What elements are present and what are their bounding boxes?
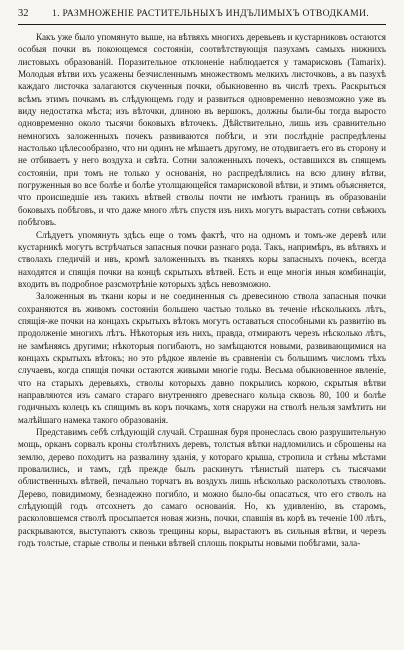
paragraph: Слѣдуетъ упомянуть здѣсь еще о томъ фактѣ, что на одномъ и томъ-же деревѣ или кустарникѣ могутъ встрѣчаться запасныя почки разнаго рода. Такъ, напримѣръ, въ вѣтвяхъ и стволахъ гледичій и ивъ, кромѣ заложенныхъ въ тканяхъ коры запасныхъ почекъ, всегда находятся и спящія почки на концѣ скрытыхъ вѣтвей. Есть и еще многія иныя комбинаціи, входить въ подробное разсмотрѣніе которыхъ здѣсь невозможно. [18, 229, 386, 289]
paragraph: Представимъ себѣ слѣдующій случай. Страшная буря пронеслась свою разрушительную мощь, орканъ сорвалъ кроны столѣтнихъ деревъ, толстыя вѣтки надломились и сброшены на землю, дерево походитъ на развалину зданія, у котораго крыша, стропила и стѣны мѣстами провалились, и тамъ, гдѣ прежде былъ раскинутъ тѣнистый шатеръ съ тысячами облиственныхъ вѣтвей, печально торчатъ въ воздухъ лишь нѣсколько расколотыхъ стволовъ. Дерево, повидимому, безнадежно погибло, и можно было-бы опасаться, что его стволъ на слѣдующій годъ отсохнетъ до самаго основанія. Но, къ удивленію, въ старомъ, расколовшемся стволѣ просыпается новая жизнь, почки, спавшія въ корѣ въ теченіе 100 лѣтъ, раскрываются, выступаютъ сквозь трещины коры, вырастаютъ въ сильныя вѣтви, и черезъ годъ толстые, старые стволы и пеньки вѣтвей сплошь покрыты новыми побѣгами, зала- [18, 427, 386, 549]
page-number: 32 [18, 8, 29, 19]
running-title: 1. РАЗМНОЖЕНІЕ РАСТИТЕЛЬНЫХЪ ИНДЪЛИМЫХЪ ОТВОДКАМИ. [52, 8, 369, 19]
paragraph: Заложенныя въ ткани коры и не соединенныя съ древесиною ствола запасныя почки сохраняются въ живомъ состояніи большею частью только въ теченіе нѣсколькихъ лѣтъ, спящія-же почки на концахъ скрытыхъ вѣтокъ могутъ оставаться способными къ развитію въ продолженіе многихъ лѣтъ. Нѣкоторыя изъ нихъ, правда, отмираютъ черезъ нѣсколько лѣтъ, не замѣняясь другими; нѣкоторыя погибаютъ, но замѣщаются новыми, развивающимися на концахъ скрытыхъ вѣтокъ; но это рѣдкое явленіе въ сравненіи съ большимъ числомъ тѣхъ случаевъ, когда спящія почки остаются живыми многіе годы. Весьма обыкновенное явленіе, что на старыхъ деревьяхъ, стволы которыхъ давно покрылись коркою, скрытыя вѣтви направляются изъ самаго стараго внутренняго древеснаго кольца сквозь 80, 100 и болѣе годичныхъ колецъ къ спящимъ въ коръ почкамъ, хотя снаружи на стволѣ нельзя замѣтить ни малѣйшаго намека такого образованія. [18, 291, 386, 425]
paragraph: Какъ уже было упомянуто выше, на вѣтвяхъ многихъ деревьевъ и кустарниковъ остаются особыя почки въ покоющемся состояніи, соотвѣтствующія пазухамъ самыхъ нижнихъ листовыхъ образованій. Поразительное отклоненіе наблюдается у тамарисковъ (Tamarix). Молодыя вѣтви ихъ усажены безчисленнымъ множествомъ мелкихъ листочковъ, а въ пазухѣ каждаго листочка залагаются скученныя почки, обыкновенно въ числѣ трехъ. Раскрыться всѣмъ этимъ почкамъ въ слѣдующемъ году и развиться одновременно невозможно уже въ виду недостатка мѣста; изъ вѣточки, длиною въ вершокъ, должны были-бы тогда выросто одновременно около тысячи боковыхъ вѣточекъ. Дѣйствительно, лишь изъ сравнительно немногихъ заложенныхъ почекъ развиваются побѣги, и эти послѣдніе распредѣлены настолько цѣлесообразно, что ни одинъ не мѣшаетъ другому, не отодвигаетъ его въ сторону и не отбиваетъ у него воздуха и свѣта. Сотни заложенныхъ почекъ, оставшихся въ спящемъ состояніи, при томъ не только у основанія, но распредѣлялись на всю длину вѣтви, погруженныя во все болѣе и болѣе утолщающейся тамарисковой вѣтви, и этимъ объясняется, что происшедшіе изъ такихъ вѣтвей стволы почти не имѣютъ границъ въ образованіи боковыхъ побѣговъ, и что даже много лѣтъ спустя изъ нихъ могутъ вырастать сотни свѣжихъ побѣговъ. [18, 32, 386, 228]
page-header [18, 6, 386, 25]
body-text [18, 31, 386, 549]
